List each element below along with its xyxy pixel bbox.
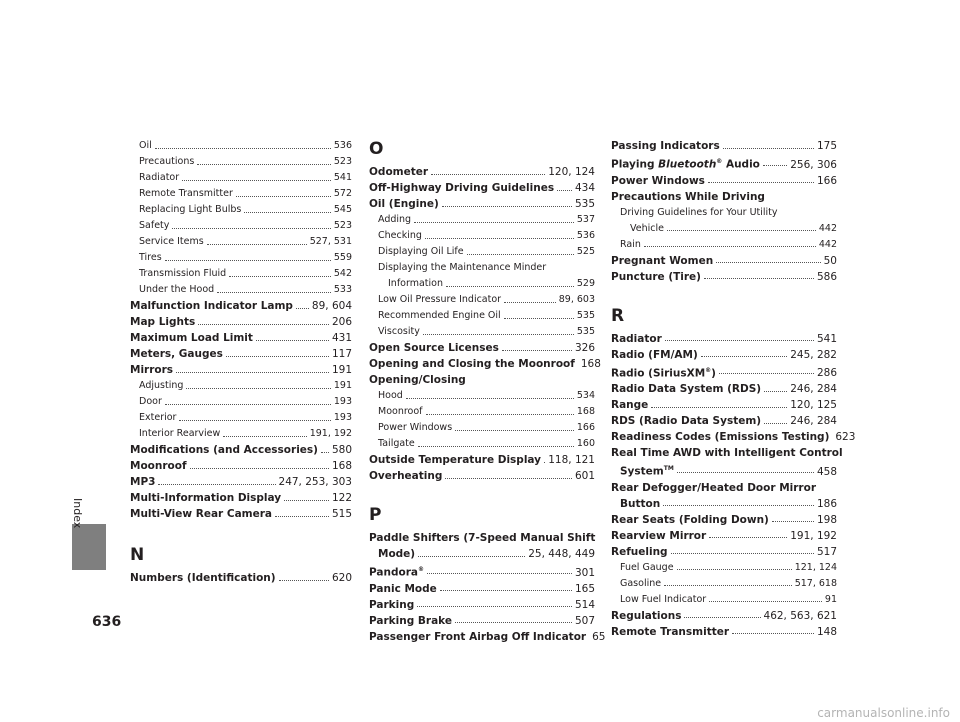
- section-letter-n: N: [130, 545, 145, 565]
- index-entry[interactable]: Meters, Gauges 117: [130, 348, 352, 360]
- index-entry[interactable]: Transmission Fluid 542: [139, 268, 352, 279]
- index-entry[interactable]: Replacing Light Bulbs 545: [139, 204, 352, 215]
- side-tab: [0, 0, 68, 601]
- index-entry[interactable]: Rain 442: [620, 238, 837, 250]
- index-entry-header: Rear Defogger/Heated Door Mirror: [611, 481, 816, 494]
- index-entry-header: Precautions While Driving: [611, 190, 765, 203]
- index-entry[interactable]: Range 120, 125: [611, 399, 837, 411]
- index-entry[interactable]: Exterior 193: [139, 412, 352, 423]
- index-entry[interactable]: Low Fuel Indicator 91: [620, 593, 837, 605]
- index-entry[interactable]: Passing Indicators 175: [611, 140, 837, 152]
- index-entry[interactable]: Panic Mode 165: [369, 582, 595, 595]
- index-entry[interactable]: Remote Transmitter 148: [611, 625, 837, 638]
- index-column-2: [369, 138, 606, 645]
- side-tab-label: Index: [71, 498, 84, 529]
- index-entry[interactable]: Parking Brake 507: [369, 614, 595, 627]
- index-entry-header: Real Time AWD with Intelligent Control: [611, 447, 843, 459]
- index-entry[interactable]: Oil 536: [139, 140, 352, 151]
- index-entry-header: Paddle Shifters (7-Speed Manual Shift: [369, 532, 596, 544]
- index-entry[interactable]: Tires 559: [139, 252, 352, 263]
- index-entry[interactable]: Under the Hood 533: [139, 284, 352, 295]
- index-entry[interactable]: Rear Seats (Folding Down) 198: [611, 513, 837, 526]
- index-entry[interactable]: Open Source Licenses 326: [369, 342, 595, 354]
- index-entry[interactable]: Moonroof 168: [130, 460, 352, 472]
- index-entry[interactable]: Power Windows 166: [378, 422, 595, 433]
- index-entry[interactable]: System™ 458: [620, 465, 837, 478]
- index-subentry-header: Displaying the Maintenance Minder: [378, 262, 547, 273]
- index-entry[interactable]: Map Lights 206: [130, 316, 352, 328]
- index-entry[interactable]: Button 186: [620, 497, 837, 510]
- section-letter-p: P: [369, 505, 382, 525]
- index-entry[interactable]: Checking 536: [378, 230, 595, 241]
- index-entry[interactable]: Recommended Engine Oil 535: [378, 310, 595, 321]
- index-entry[interactable]: Radio Data System (RDS) 246, 284: [611, 383, 837, 395]
- index-entry[interactable]: Service Items 527, 531: [139, 236, 352, 247]
- index-entry[interactable]: Moonroof 168: [378, 406, 595, 417]
- watermark: carmanualsonline.info: [817, 706, 950, 720]
- index-entry[interactable]: Fuel Gauge 121, 124: [620, 561, 837, 573]
- index-entry[interactable]: Adjusting 191: [139, 380, 352, 391]
- index-entry[interactable]: Radio (FM/AM) 245, 282: [611, 348, 837, 361]
- index-entry[interactable]: Remote Transmitter 572: [139, 188, 352, 199]
- index-entry[interactable]: Radiator 541: [139, 172, 352, 183]
- index-entry[interactable]: Oil (Engine) 535: [369, 198, 595, 210]
- index-entry[interactable]: Rearview Mirror 191, 192: [611, 529, 837, 542]
- index-entry[interactable]: Viscosity 535: [378, 326, 595, 337]
- index-entry[interactable]: Interior Rearview 191, 192: [139, 428, 352, 439]
- index-entry[interactable]: Overheating 601: [369, 470, 595, 482]
- index-entry[interactable]: Low Oil Pressure Indicator 89, 603: [378, 294, 595, 305]
- index-entry[interactable]: Tailgate 160: [378, 438, 595, 449]
- section-letter-o: O: [369, 139, 384, 159]
- index-entry[interactable]: Mirrors 191: [130, 364, 352, 376]
- index-entry[interactable]: Multi-Information Display 122: [130, 492, 352, 504]
- index-entry[interactable]: Readiness Codes (Emissions Testing) 623: [611, 431, 856, 443]
- index-entry[interactable]: Pregnant Women 50: [611, 254, 837, 267]
- index-entry[interactable]: Radiator 541: [611, 332, 837, 345]
- index-entry[interactable]: Off-Highway Driving Guidelines 434: [369, 182, 595, 194]
- index-entry[interactable]: Malfunction Indicator Lamp 89, 604: [130, 300, 352, 312]
- page-number: 636: [92, 614, 122, 630]
- index-entry[interactable]: Numbers (Identification) 620: [130, 572, 352, 584]
- index-entry[interactable]: Parking 514: [369, 598, 595, 611]
- index-entry[interactable]: Regulations 462, 563, 621: [611, 609, 837, 622]
- index-entry[interactable]: Pandora® 301: [369, 566, 595, 579]
- index-entry[interactable]: Door 193: [139, 396, 352, 407]
- index-entry[interactable]: Power Windows 166: [611, 174, 837, 187]
- index-entry-header: Opening/Closing: [369, 374, 466, 386]
- index-entry[interactable]: RDS (Radio Data System) 246, 284: [611, 415, 837, 427]
- index-entry[interactable]: Odometer 120, 124: [369, 166, 595, 178]
- index-subentry-header: Driving Guidelines for Your Utility: [620, 206, 778, 218]
- side-tab-block: [72, 524, 106, 570]
- index-column-3: [611, 138, 856, 640]
- index-entry[interactable]: Passenger Front Airbag Off Indicator 65: [369, 630, 606, 643]
- section-letter-r: R: [611, 305, 625, 326]
- index-entry[interactable]: Radio (SiriusXM®) 286: [611, 366, 837, 379]
- index-entry[interactable]: Vehicle 442: [630, 222, 837, 234]
- index-entry[interactable]: MP3 247, 253, 303: [130, 476, 352, 488]
- index-column-1: [130, 138, 352, 586]
- index-entry[interactable]: Hood 534: [378, 390, 595, 401]
- index-entry[interactable]: Safety 523: [139, 220, 352, 231]
- index-entry[interactable]: Modifications (and Accessories) 580: [130, 444, 352, 456]
- index-entry[interactable]: Precautions 523: [139, 156, 352, 167]
- index-entry[interactable]: Opening and Closing the Moonroof 168: [369, 358, 601, 370]
- index-entry[interactable]: Maximum Load Limit 431: [130, 332, 352, 344]
- index-entry[interactable]: Puncture (Tire) 586: [611, 270, 837, 283]
- index-entry[interactable]: Outside Temperature Display 118, 121: [369, 454, 595, 466]
- index-entry[interactable]: Mode) 25, 448, 449: [378, 548, 595, 560]
- index-entry[interactable]: Information 529: [388, 278, 595, 289]
- index-entry[interactable]: Gasoline 517, 618: [620, 577, 837, 589]
- index-entry[interactable]: Displaying Oil Life 525: [378, 246, 595, 257]
- index-entry[interactable]: Refueling 517: [611, 545, 837, 558]
- index-entry[interactable]: Playing Bluetooth® Audio 256, 306: [611, 158, 837, 171]
- index-entry[interactable]: Multi-View Rear Camera 515: [130, 508, 352, 520]
- index-entry[interactable]: Adding 537: [378, 214, 595, 225]
